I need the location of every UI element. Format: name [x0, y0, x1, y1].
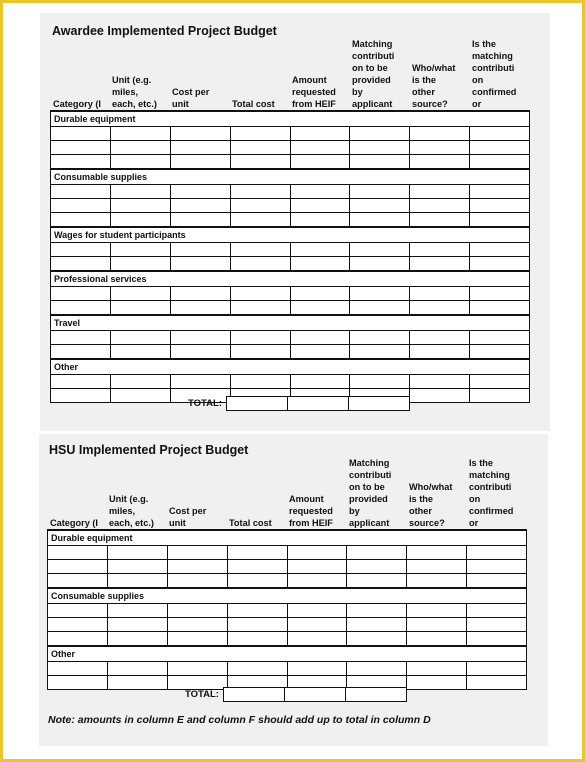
- section-label: Durable equipment: [48, 530, 527, 546]
- budget-cell[interactable]: [51, 185, 111, 199]
- budget-cell[interactable]: [170, 345, 230, 360]
- col-header-matching-confirmed: Is the matching contributi on confirmed or: [472, 39, 517, 109]
- budget-cell[interactable]: [470, 331, 530, 345]
- budget-cell[interactable]: [167, 574, 227, 589]
- awardee-budget-title: Awardee Implemented Project Budget: [52, 24, 277, 38]
- budget-cell[interactable]: [167, 618, 227, 632]
- budget-cell[interactable]: [230, 243, 290, 257]
- budget-cell[interactable]: [48, 604, 108, 618]
- budget-cell[interactable]: [470, 389, 530, 403]
- section-label: Consumable supplies: [51, 169, 530, 185]
- budget-cell[interactable]: [170, 199, 230, 213]
- awardee-totals-row: [188, 396, 410, 411]
- budget-cell[interactable]: [470, 141, 530, 155]
- budget-cell[interactable]: [290, 331, 350, 345]
- budget-cell[interactable]: [290, 127, 350, 141]
- budget-cell[interactable]: [470, 213, 530, 228]
- budget-cell[interactable]: [410, 199, 470, 213]
- budget-cell[interactable]: [227, 662, 287, 676]
- budget-cell[interactable]: [51, 243, 111, 257]
- table-row: [51, 301, 530, 316]
- budget-cell[interactable]: [290, 345, 350, 360]
- budget-cell[interactable]: [350, 127, 410, 141]
- table-row: [48, 662, 527, 676]
- budget-cell[interactable]: [51, 257, 111, 272]
- budget-cell[interactable]: [410, 185, 470, 199]
- budget-cell[interactable]: [51, 287, 111, 301]
- budget-cell[interactable]: [350, 257, 410, 272]
- budget-cell[interactable]: [467, 546, 527, 560]
- budget-cell[interactable]: [410, 345, 470, 360]
- budget-cell[interactable]: [170, 185, 230, 199]
- budget-cell[interactable]: [110, 185, 170, 199]
- col-header-cost-per-unit: Cost per unit: [172, 87, 210, 109]
- budget-cell[interactable]: [107, 618, 167, 632]
- budget-cell[interactable]: [410, 389, 470, 403]
- col-header-unit: Unit (e.g. miles, each, etc.): [112, 75, 157, 109]
- budget-cell[interactable]: [287, 574, 347, 589]
- budget-cell[interactable]: [170, 213, 230, 228]
- budget-cell[interactable]: [110, 141, 170, 155]
- column-total-note: Note: amounts in column E and column F should add up to total in column D: [48, 714, 431, 726]
- budget-cell[interactable]: [470, 185, 530, 199]
- budget-cell[interactable]: [467, 618, 527, 632]
- table-row: [51, 257, 530, 272]
- budget-cell[interactable]: [170, 331, 230, 345]
- section-header-row: [48, 588, 527, 604]
- budget-cell[interactable]: [48, 560, 108, 574]
- budget-cell[interactable]: [170, 287, 230, 301]
- hsu-budget-table: [47, 529, 527, 690]
- budget-cell[interactable]: [290, 287, 350, 301]
- budget-cell[interactable]: [410, 301, 470, 316]
- budget-cell[interactable]: [350, 199, 410, 213]
- budget-cell[interactable]: [407, 618, 467, 632]
- col-header-category: Category (I: [50, 518, 98, 528]
- budget-cell[interactable]: [227, 632, 287, 647]
- budget-cell[interactable]: [410, 213, 470, 228]
- budget-cell[interactable]: [110, 155, 170, 170]
- budget-cell[interactable]: [110, 301, 170, 316]
- budget-cell[interactable]: [350, 155, 410, 170]
- section-label: Other: [48, 646, 527, 662]
- budget-cell[interactable]: [467, 604, 527, 618]
- budget-cell[interactable]: [227, 574, 287, 589]
- budget-cell[interactable]: [290, 141, 350, 155]
- budget-cell[interactable]: [470, 199, 530, 213]
- col-header-category: Category (I: [53, 99, 101, 109]
- budget-cell[interactable]: [410, 127, 470, 141]
- budget-cell[interactable]: [167, 604, 227, 618]
- budget-cell[interactable]: [410, 155, 470, 170]
- budget-cell[interactable]: [287, 618, 347, 632]
- budget-cell[interactable]: [347, 546, 407, 560]
- col-header-amount-requested: Amount requested from HEIF: [289, 494, 333, 528]
- budget-cell[interactable]: [227, 560, 287, 574]
- budget-cell[interactable]: [51, 389, 111, 403]
- budget-cell[interactable]: [350, 301, 410, 316]
- budget-cell[interactable]: [110, 389, 170, 403]
- budget-cell[interactable]: [230, 345, 290, 360]
- budget-cell[interactable]: [110, 243, 170, 257]
- budget-cell[interactable]: [347, 604, 407, 618]
- section-header-row: [51, 169, 530, 185]
- budget-cell[interactable]: [167, 662, 227, 676]
- budget-cell[interactable]: [470, 345, 530, 360]
- total-cost-cell[interactable]: [223, 687, 284, 702]
- budget-cell[interactable]: [48, 618, 108, 632]
- budget-cell[interactable]: [230, 257, 290, 272]
- budget-cell[interactable]: [110, 257, 170, 272]
- budget-cell[interactable]: [347, 618, 407, 632]
- budget-cell[interactable]: [407, 662, 467, 676]
- budget-cell[interactable]: [290, 185, 350, 199]
- budget-cell[interactable]: [410, 141, 470, 155]
- col-header-amount-requested: Amount requested from HEIF: [292, 75, 336, 109]
- budget-cell[interactable]: [410, 243, 470, 257]
- table-row: [48, 632, 527, 647]
- budget-cell[interactable]: [470, 127, 530, 141]
- budget-cell[interactable]: [407, 632, 467, 647]
- col-header-matching-contribution: Matching contributi on to be provided by applicant: [349, 458, 392, 528]
- total-cost-cell[interactable]: [226, 396, 287, 411]
- budget-cell[interactable]: [230, 199, 290, 213]
- table-row: [48, 604, 527, 618]
- budget-cell[interactable]: [107, 560, 167, 574]
- budget-cell[interactable]: [170, 141, 230, 155]
- budget-cell[interactable]: [48, 632, 108, 647]
- budget-cell[interactable]: [110, 127, 170, 141]
- budget-cell[interactable]: [230, 375, 290, 389]
- budget-cell[interactable]: [350, 141, 410, 155]
- table-row: [51, 127, 530, 141]
- col-header-other-source: Who/what is the other source?: [409, 482, 453, 528]
- col-header-cost-per-unit: Cost per unit: [169, 506, 207, 528]
- budget-cell[interactable]: [167, 546, 227, 560]
- budget-cell[interactable]: [230, 141, 290, 155]
- col-header-total-cost: Total cost: [232, 99, 275, 109]
- budget-cell[interactable]: [51, 301, 111, 316]
- budget-cell[interactable]: [110, 213, 170, 228]
- budget-cell[interactable]: [230, 287, 290, 301]
- budget-cell[interactable]: [467, 662, 527, 676]
- budget-cell[interactable]: [167, 560, 227, 574]
- col-header-matching-confirmed: Is the matching contributi on confirmed or: [469, 458, 514, 528]
- budget-cell[interactable]: [290, 155, 350, 170]
- budget-cell[interactable]: [290, 257, 350, 272]
- budget-cell[interactable]: [287, 560, 347, 574]
- budget-cell[interactable]: [407, 604, 467, 618]
- budget-cell[interactable]: [287, 662, 347, 676]
- budget-cell[interactable]: [410, 331, 470, 345]
- table-row: [48, 560, 527, 574]
- section-label: Wages for student participants: [51, 227, 530, 243]
- table-row: [51, 243, 530, 257]
- budget-cell[interactable]: [467, 560, 527, 574]
- budget-cell[interactable]: [290, 243, 350, 257]
- budget-cell[interactable]: [230, 155, 290, 170]
- budget-cell[interactable]: [170, 243, 230, 257]
- budget-cell[interactable]: [350, 345, 410, 360]
- budget-cell[interactable]: [350, 213, 410, 228]
- budget-cell[interactable]: [110, 345, 170, 360]
- budget-cell[interactable]: [51, 155, 111, 170]
- section-header-row: [51, 359, 530, 375]
- budget-cell[interactable]: [407, 574, 467, 589]
- budget-cell[interactable]: [470, 243, 530, 257]
- table-row: [51, 331, 530, 345]
- budget-cell[interactable]: [350, 287, 410, 301]
- budget-cell[interactable]: [51, 213, 111, 228]
- budget-cell[interactable]: [287, 632, 347, 647]
- budget-cell[interactable]: [470, 375, 530, 389]
- table-row: [51, 155, 530, 170]
- budget-cell[interactable]: [467, 632, 527, 647]
- budget-cell[interactable]: [107, 676, 167, 690]
- budget-cell[interactable]: [230, 301, 290, 316]
- budget-cell[interactable]: [170, 301, 230, 316]
- table-row: [51, 213, 530, 228]
- budget-cell[interactable]: [347, 574, 407, 589]
- budget-cell[interactable]: [110, 287, 170, 301]
- budget-cell[interactable]: [51, 331, 111, 345]
- budget-cell[interactable]: [230, 331, 290, 345]
- hsu-budget-title: HSU Implemented Project Budget: [49, 443, 249, 457]
- budget-cell[interactable]: [230, 127, 290, 141]
- budget-cell[interactable]: [290, 199, 350, 213]
- budget-cell[interactable]: [227, 618, 287, 632]
- budget-cell[interactable]: [287, 546, 347, 560]
- table-row: [51, 375, 530, 389]
- budget-cell[interactable]: [48, 574, 108, 589]
- budget-cell[interactable]: [347, 662, 407, 676]
- total-amount-requested-cell[interactable]: [287, 396, 348, 411]
- section-header-row: [51, 271, 530, 287]
- budget-cell[interactable]: [110, 331, 170, 345]
- section-header-row: [51, 315, 530, 331]
- awardee-budget-sheet: [40, 13, 550, 431]
- budget-cell[interactable]: [347, 632, 407, 647]
- budget-cell[interactable]: [350, 375, 410, 389]
- budget-cell[interactable]: [350, 243, 410, 257]
- budget-cell[interactable]: [107, 604, 167, 618]
- section-header-row: [48, 646, 527, 662]
- budget-cell[interactable]: [107, 574, 167, 589]
- budget-cell[interactable]: [470, 257, 530, 272]
- budget-cell[interactable]: [410, 375, 470, 389]
- budget-cell[interactable]: [48, 662, 108, 676]
- section-label: Consumable supplies: [48, 588, 527, 604]
- budget-cell[interactable]: [290, 375, 350, 389]
- section-label: Other: [51, 359, 530, 375]
- table-row: [51, 185, 530, 199]
- budget-cell[interactable]: [51, 127, 111, 141]
- budget-cell[interactable]: [51, 141, 111, 155]
- budget-cell[interactable]: [287, 604, 347, 618]
- table-row: [51, 141, 530, 155]
- col-header-unit: Unit (e.g. miles, each, etc.): [109, 494, 154, 528]
- budget-cell[interactable]: [51, 375, 111, 389]
- budget-cell[interactable]: [48, 546, 108, 560]
- budget-cell[interactable]: [470, 301, 530, 316]
- awardee-budget-table: [50, 110, 530, 403]
- budget-cell[interactable]: [347, 560, 407, 574]
- section-header-row: [51, 111, 530, 127]
- budget-cell[interactable]: [290, 301, 350, 316]
- budget-cell[interactable]: [170, 155, 230, 170]
- budget-cell[interactable]: [230, 185, 290, 199]
- col-header-total-cost: Total cost: [229, 518, 272, 528]
- budget-cell[interactable]: [170, 127, 230, 141]
- budget-cell[interactable]: [227, 546, 287, 560]
- table-row: [51, 345, 530, 360]
- section-label: Durable equipment: [51, 111, 530, 127]
- total-label: TOTAL:: [188, 398, 222, 409]
- section-header-row: [51, 227, 530, 243]
- budget-cell[interactable]: [170, 257, 230, 272]
- budget-cell[interactable]: [410, 287, 470, 301]
- budget-cell[interactable]: [227, 604, 287, 618]
- budget-cell[interactable]: [407, 560, 467, 574]
- budget-cell[interactable]: [410, 257, 470, 272]
- budget-cell[interactable]: [48, 676, 108, 690]
- budget-cell[interactable]: [350, 185, 410, 199]
- budget-cell[interactable]: [167, 632, 227, 647]
- section-header-row: [48, 530, 527, 546]
- budget-cell[interactable]: [350, 331, 410, 345]
- total-amount-requested-cell[interactable]: [284, 687, 345, 702]
- hsu-budget-sheet: [39, 434, 548, 746]
- total-matching-cell[interactable]: [345, 687, 407, 702]
- total-label: TOTAL:: [185, 689, 219, 700]
- table-row: [48, 574, 527, 589]
- col-header-other-source: Who/what is the other source?: [412, 63, 456, 109]
- table-row: [48, 546, 527, 560]
- section-label: Professional services: [51, 271, 530, 287]
- budget-cell[interactable]: [467, 676, 527, 690]
- budget-cell[interactable]: [470, 287, 530, 301]
- budget-cell[interactable]: [290, 213, 350, 228]
- section-label: Travel: [51, 315, 530, 331]
- budget-cell[interactable]: [230, 213, 290, 228]
- hsu-totals-row: [185, 687, 407, 702]
- total-matching-cell[interactable]: [348, 396, 410, 411]
- budget-cell[interactable]: [110, 375, 170, 389]
- budget-cell[interactable]: [470, 155, 530, 170]
- table-row: [51, 199, 530, 213]
- table-row: [48, 618, 527, 632]
- budget-cell[interactable]: [407, 676, 467, 690]
- budget-cell[interactable]: [51, 345, 111, 360]
- budget-cell[interactable]: [170, 375, 230, 389]
- budget-cell[interactable]: [107, 662, 167, 676]
- budget-cell[interactable]: [51, 199, 111, 213]
- budget-cell[interactable]: [407, 546, 467, 560]
- budget-cell[interactable]: [467, 574, 527, 589]
- col-header-matching-contribution: Matching contributi on to be provided by applicant: [352, 39, 395, 109]
- budget-cell[interactable]: [107, 546, 167, 560]
- budget-cell[interactable]: [110, 199, 170, 213]
- budget-cell[interactable]: [107, 632, 167, 647]
- table-row: [51, 287, 530, 301]
